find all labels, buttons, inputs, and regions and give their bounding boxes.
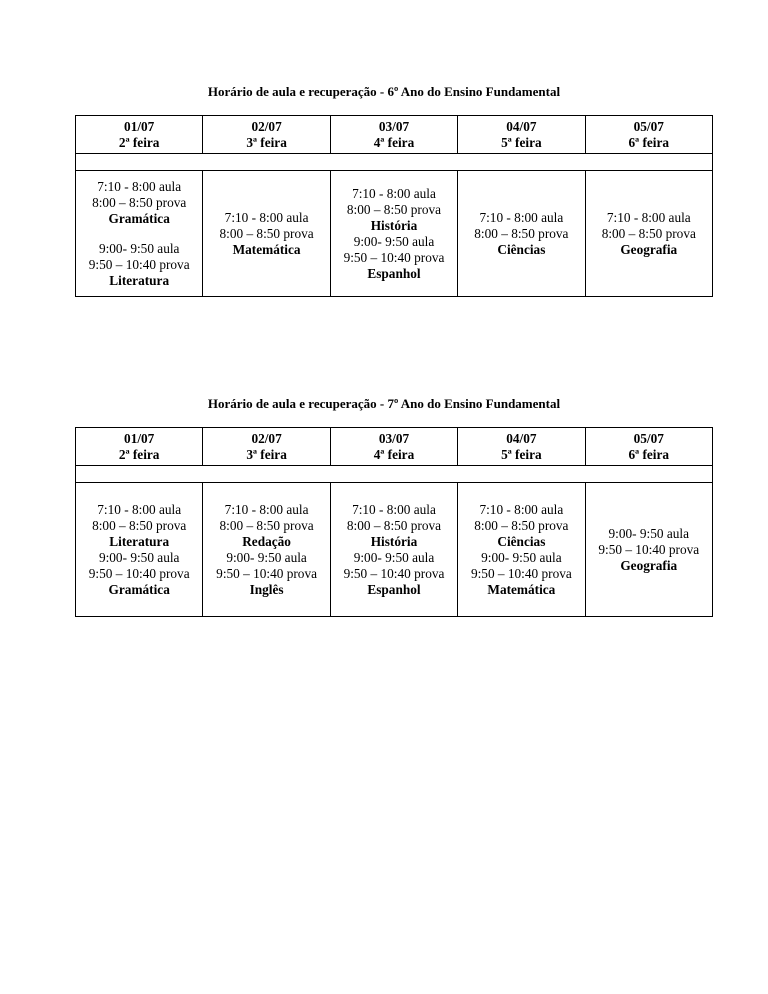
subject-name: Geografia bbox=[620, 241, 678, 257]
class-time: 7:10 - 8:00 aula bbox=[97, 178, 182, 194]
subject-name: Ciências bbox=[497, 241, 546, 257]
day-weekday: 4ª feira bbox=[373, 446, 415, 462]
schedule-cell bbox=[203, 171, 330, 297]
schedule-cell bbox=[458, 171, 585, 297]
class-time: 7:10 - 8:00 aula bbox=[97, 501, 182, 517]
class-time: 9:00- 9:50 aula bbox=[608, 525, 690, 541]
exam-time: 8:00 – 8:50 prova bbox=[601, 225, 696, 241]
exam-time: 9:50 – 10:40 prova bbox=[343, 249, 445, 265]
schedule-table-7th-grade bbox=[75, 427, 713, 617]
day-weekday: 6ª feira bbox=[628, 134, 670, 150]
subject-name: Matemática bbox=[232, 241, 301, 257]
schedule-row bbox=[76, 171, 713, 297]
subject-name: Gramática bbox=[108, 210, 170, 226]
class-time: 7:10 - 8:00 aula bbox=[479, 209, 564, 225]
day-weekday: 2ª feira bbox=[118, 134, 160, 150]
schedule-cell bbox=[330, 483, 457, 617]
schedule-cell bbox=[76, 171, 203, 297]
subject-name: Espanhol bbox=[367, 581, 421, 597]
day-date: 04/07 bbox=[506, 430, 537, 446]
class-time: 9:00- 9:50 aula bbox=[353, 549, 435, 565]
exam-time: 8:00 – 8:50 prova bbox=[474, 517, 569, 533]
day-date: 05/07 bbox=[633, 118, 664, 134]
exam-time: 8:00 – 8:50 prova bbox=[219, 225, 314, 241]
day-header-cell bbox=[76, 428, 203, 466]
header-row bbox=[76, 116, 713, 154]
day-date: 05/07 bbox=[633, 430, 664, 446]
block-gap bbox=[76, 227, 202, 241]
class-time: 9:00- 9:50 aula bbox=[226, 549, 307, 565]
day-header-cell bbox=[458, 428, 585, 466]
subject-name: Gramática bbox=[108, 581, 170, 597]
exam-time: 8:00 – 8:50 prova bbox=[474, 225, 569, 241]
day-date: 03/07 bbox=[378, 118, 410, 134]
day-weekday: 5ª feira bbox=[501, 446, 542, 462]
class-time: 7:10 - 8:00 aula bbox=[224, 501, 309, 517]
schedule-cell bbox=[458, 483, 585, 617]
subject-name: História bbox=[370, 533, 418, 549]
exam-time: 9:50 – 10:40 prova bbox=[88, 256, 190, 272]
schedule-cell bbox=[585, 483, 712, 617]
subject-name: Geografia bbox=[620, 557, 678, 573]
schedule-cell bbox=[585, 171, 712, 297]
day-date: 04/07 bbox=[506, 118, 537, 134]
subject-name: História bbox=[370, 217, 418, 233]
day-weekday: 5ª feira bbox=[501, 134, 542, 150]
day-header-cell bbox=[330, 428, 457, 466]
day-header-cell bbox=[585, 428, 712, 466]
day-date: 02/07 bbox=[251, 118, 282, 134]
day-header-cell bbox=[458, 116, 585, 154]
schedule-cell bbox=[203, 483, 330, 617]
day-date: 02/07 bbox=[251, 430, 282, 446]
class-time: 7:10 - 8:00 aula bbox=[224, 209, 309, 225]
subject-name: Matemática bbox=[487, 581, 556, 597]
class-time: 7:10 - 8:00 aula bbox=[606, 209, 691, 225]
subject-name: Redação bbox=[242, 533, 291, 549]
subject-name: Espanhol bbox=[367, 265, 421, 281]
class-time: 9:00- 9:50 aula bbox=[98, 549, 180, 565]
class-time: 9:00- 9:50 aula bbox=[353, 233, 435, 249]
class-time: 7:10 - 8:00 aula bbox=[352, 501, 436, 517]
header-row bbox=[76, 428, 713, 466]
spacer-row bbox=[76, 154, 713, 171]
day-date: 03/07 bbox=[378, 430, 410, 446]
schedule-cell bbox=[330, 171, 457, 297]
class-time: 7:10 - 8:00 aula bbox=[479, 501, 564, 517]
schedule-row bbox=[76, 483, 713, 617]
exam-time: 9:50 – 10:40 prova bbox=[88, 565, 190, 581]
day-date: 01/07 bbox=[124, 118, 155, 134]
day-weekday: 2ª feira bbox=[118, 446, 160, 462]
exam-time: 8:00 – 8:50 prova bbox=[346, 201, 442, 217]
exam-time: 8:00 – 8:50 prova bbox=[92, 194, 187, 210]
spacer-cell bbox=[76, 466, 713, 483]
subject-name: Literatura bbox=[109, 533, 170, 549]
class-time: 7:10 - 8:00 aula bbox=[352, 185, 436, 201]
subject-name: Literatura bbox=[109, 272, 170, 288]
day-weekday: 3ª feira bbox=[246, 134, 287, 150]
schedule-cell bbox=[76, 483, 203, 617]
day-date: 01/07 bbox=[124, 430, 155, 446]
spacer-cell bbox=[76, 154, 713, 171]
day-header-cell bbox=[330, 116, 457, 154]
day-weekday: 4ª feira bbox=[373, 134, 415, 150]
schedule-title-7th-grade: Horário de aula e recuperação - 7º Ano do Ensino Fundamental bbox=[207, 396, 561, 411]
exam-time: 8:00 – 8:50 prova bbox=[92, 517, 187, 533]
subject-name: Ciências bbox=[497, 533, 546, 549]
schedule-title-6th-grade: Horário de aula e recuperação - 6º Ano do Ensino Fundamental bbox=[207, 84, 561, 99]
subject-name: Inglês bbox=[249, 581, 284, 597]
day-weekday: 6ª feira bbox=[628, 446, 670, 462]
schedule-table-6th-grade bbox=[75, 115, 713, 297]
class-time: 9:00- 9:50 aula bbox=[98, 240, 180, 256]
day-header-cell bbox=[76, 116, 203, 154]
exam-time: 9:50 – 10:40 prova bbox=[470, 565, 572, 581]
exam-time: 8:00 – 8:50 prova bbox=[219, 517, 314, 533]
exam-time: 9:50 – 10:40 prova bbox=[216, 565, 317, 581]
day-weekday: 3ª feira bbox=[246, 446, 287, 462]
day-header-cell bbox=[203, 428, 330, 466]
exam-time: 9:50 – 10:40 prova bbox=[598, 541, 700, 557]
exam-time: 9:50 – 10:40 prova bbox=[343, 565, 445, 581]
class-time: 9:00- 9:50 aula bbox=[481, 549, 562, 565]
spacer-row bbox=[76, 466, 713, 483]
day-header-cell bbox=[585, 116, 712, 154]
day-header-cell bbox=[203, 116, 330, 154]
exam-time: 8:00 – 8:50 prova bbox=[346, 517, 442, 533]
